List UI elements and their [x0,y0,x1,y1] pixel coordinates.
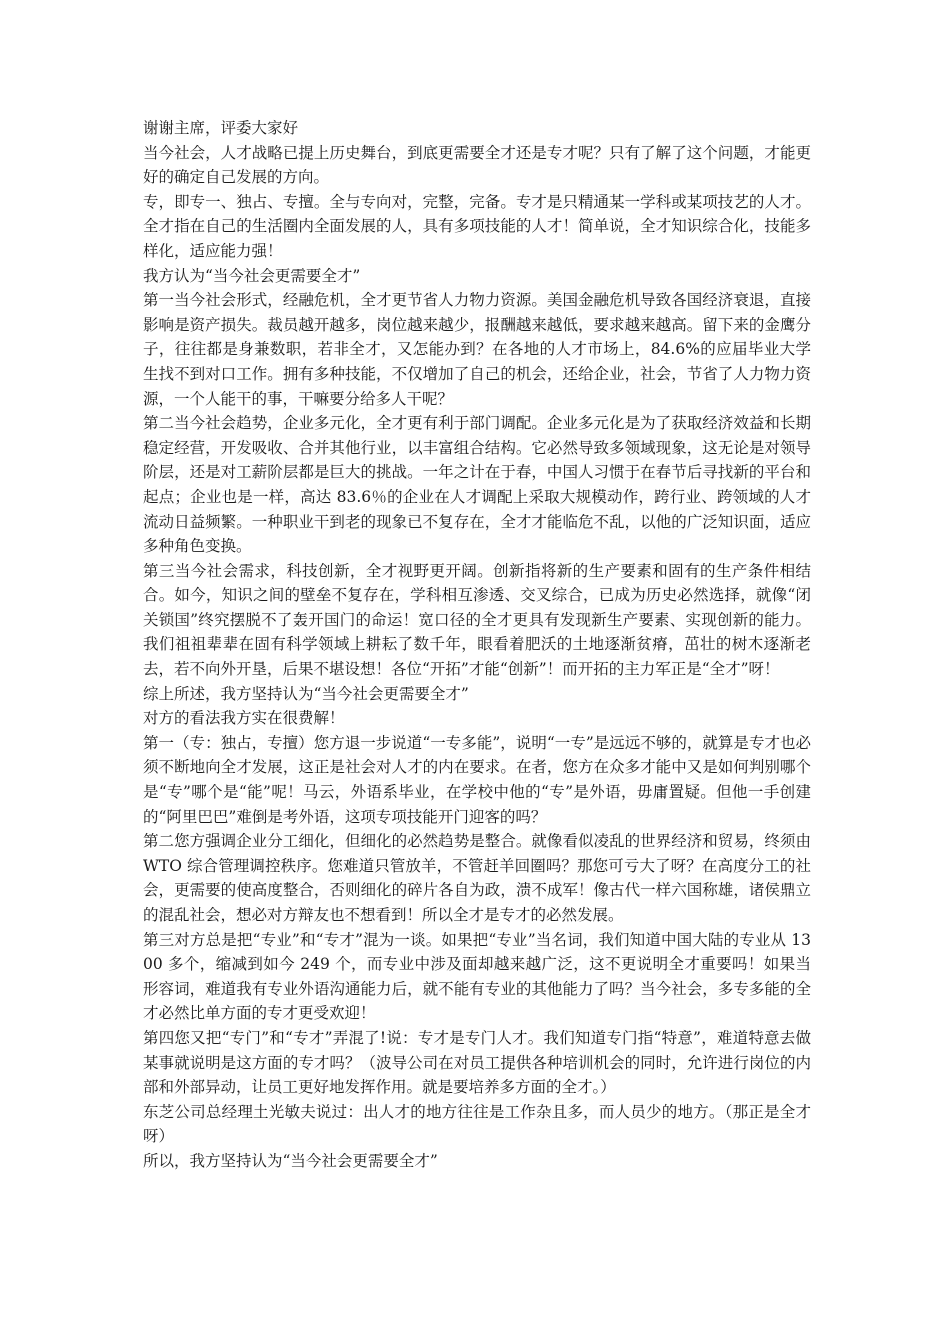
argument-1-paragraph: 第一当今社会形式，经融危机，全才更节省人力物力资源。美国金融危机导致各国经济衰退，直接影响是资产损失。裁员越开越多，岗位越来越少，报酬越来越低，要求越来越高。留下来的金鹰分子，往往都是身兼数职，若非全才，又怎能办到？在各地的人才市场上，84.6%的应届毕业大学生找不到对口工作。拥有多种技能，不仅增加了自己的机会，还给企业，社会，节省了人力物力资源，一个人能干的事，干嘛要分给多人干呢？ [143,291,811,408]
position-statement: 我方认为“当今社会更需要全才” [143,266,361,285]
argument-2-paragraph: 第二当今社会趋势，企业多元化，全才更有利于部门调配。企业多元化是为了获取经济效益和长期稳定经营，开发吸收、合并其他行业，以丰富组合结构。它必然导致多领域现象，这无论是对领导阶层，还是对工薪阶层都是巨大的挑战。一年之计在于春，中国人习惯于在春节后寻找新的平台和起点；企业也是一样，高达 83.6％的企业在人才调配上采取大规模动作，跨行业、跨领域的人才流动日益频繁。一种职业干到老的现象已不复存在，全才才能临危不乱，以他的广泛知识面，适应多种角色变换。 [143,414,811,556]
document-body [143,116,811,1174]
summary-paragraph: 综上所述，我方坚持认为“当今社会更需要全才” [143,684,469,703]
rebuttal-intro-paragraph: 对方的看法我方实在很费解！ [143,709,345,728]
definition-paragraph: 专，即专一、独占、专擅。全与专向对，完整，完备。专才是只精通某一学科或某项技艺的人才。全才指在自己的生活圈内全面发展的人，具有多项技能的人才！简单说，全才知识综合化，技能多样化，适应能力强！ [143,192,811,260]
intro-paragraph: 当今社会，人才战略已提上历史舞台，到底更需要全才还是专才呢？只有了解了这个问题，才能更好的确定自己发展的方向。 [143,143,811,187]
conclusion-paragraph: 所以，我方坚持认为“当今社会更需要全才” [143,1151,438,1170]
argument-3-paragraph: 第三当今社会需求，科技创新，全才视野更开阔。创新指将新的生产要素和固有的生产条件相结合。如今，知识之间的壁垒不复存在，学科相互渗透、交叉综合，已成为历史必然选择，就像“闭关锁国”终究摆脱不了轰开国门的命运！宽口径的全才更具有发现新生产要素、实现创新的能力。我们祖祖辈辈在固有科学领域上耕耘了数千年，眼看着肥沃的土地逐渐贫瘠，茁壮的树木逐渐老去，若不向外开垦，后果不堪设想！各位“开拓”才能“创新”！而开拓的主力军正是“全才”呀！ [143,561,811,679]
rebuttal-2-paragraph: 第二您方强调企业分工细化，但细化的必然趋势是整合。就像看似凌乱的世界经济和贸易，终须由 WTO 综合管理调控秩序。您难道只管放羊，不管赶羊回圈吗？那您可亏大了呀？在高度分工的社会，更需要的使高度整合，否则细化的碎片各自为政，溃不成军！像古代一样六国称雄，诸侯鼎立的混乱社会，想必对方辩友也不想看到！所以全才是专才的必然发展。 [143,832,811,924]
quote-paragraph: 东芝公司总经理土光敏夫说过：出人才的地方往往是工作杂且多，而人员少的地方。（那正是全才呀） [143,1102,811,1146]
rebuttal-3-paragraph: 第三对方总是把“专业”和“专才”混为一谈。如果把“专业”当名词，我们知道中国大陆的专业从 1300 多个，缩减到如今 249 个，而专业中涉及面却越来越广泛，这不更说明全才重要吗！如果当形容词，难道我有专业外语沟通能力后，就不能有专业的其他能力了吗？当今社会，多专多能的全才必然比单方面的专才更受欢迎！ [143,930,811,1023]
rebuttal-4-paragraph: 第四您又把“专门”和“专才”弄混了!说：专才是专门人才。我们知道专门指“特意”，难道特意去做某事就说明是这方面的专才吗？（波导公司在对员工提供各种培训机会的同时，允许进行岗位的内部和外部异动，让员工更好地发挥作用。就是要培养多方面的全才。） [143,1028,811,1097]
rebuttal-1-paragraph: 第一（专：独占，专擅）您方退一步说道“一专多能”，说明“一专”是远远不够的，就算是专才也必须不断地向全才发展，这正是社会对人才的内在要求。在者，您方在众多才能中又是如何判别哪个是“专”哪个是“能”呢！马云，外语系毕业，在学校中他的“专”是外语，毋庸置疑。但他一手创建的“阿里巴巴”难倒是考外语，这项专项技能开门迎客的吗？ [143,733,811,826]
greeting-paragraph: 谢谢主席，评委大家好 [143,119,299,137]
